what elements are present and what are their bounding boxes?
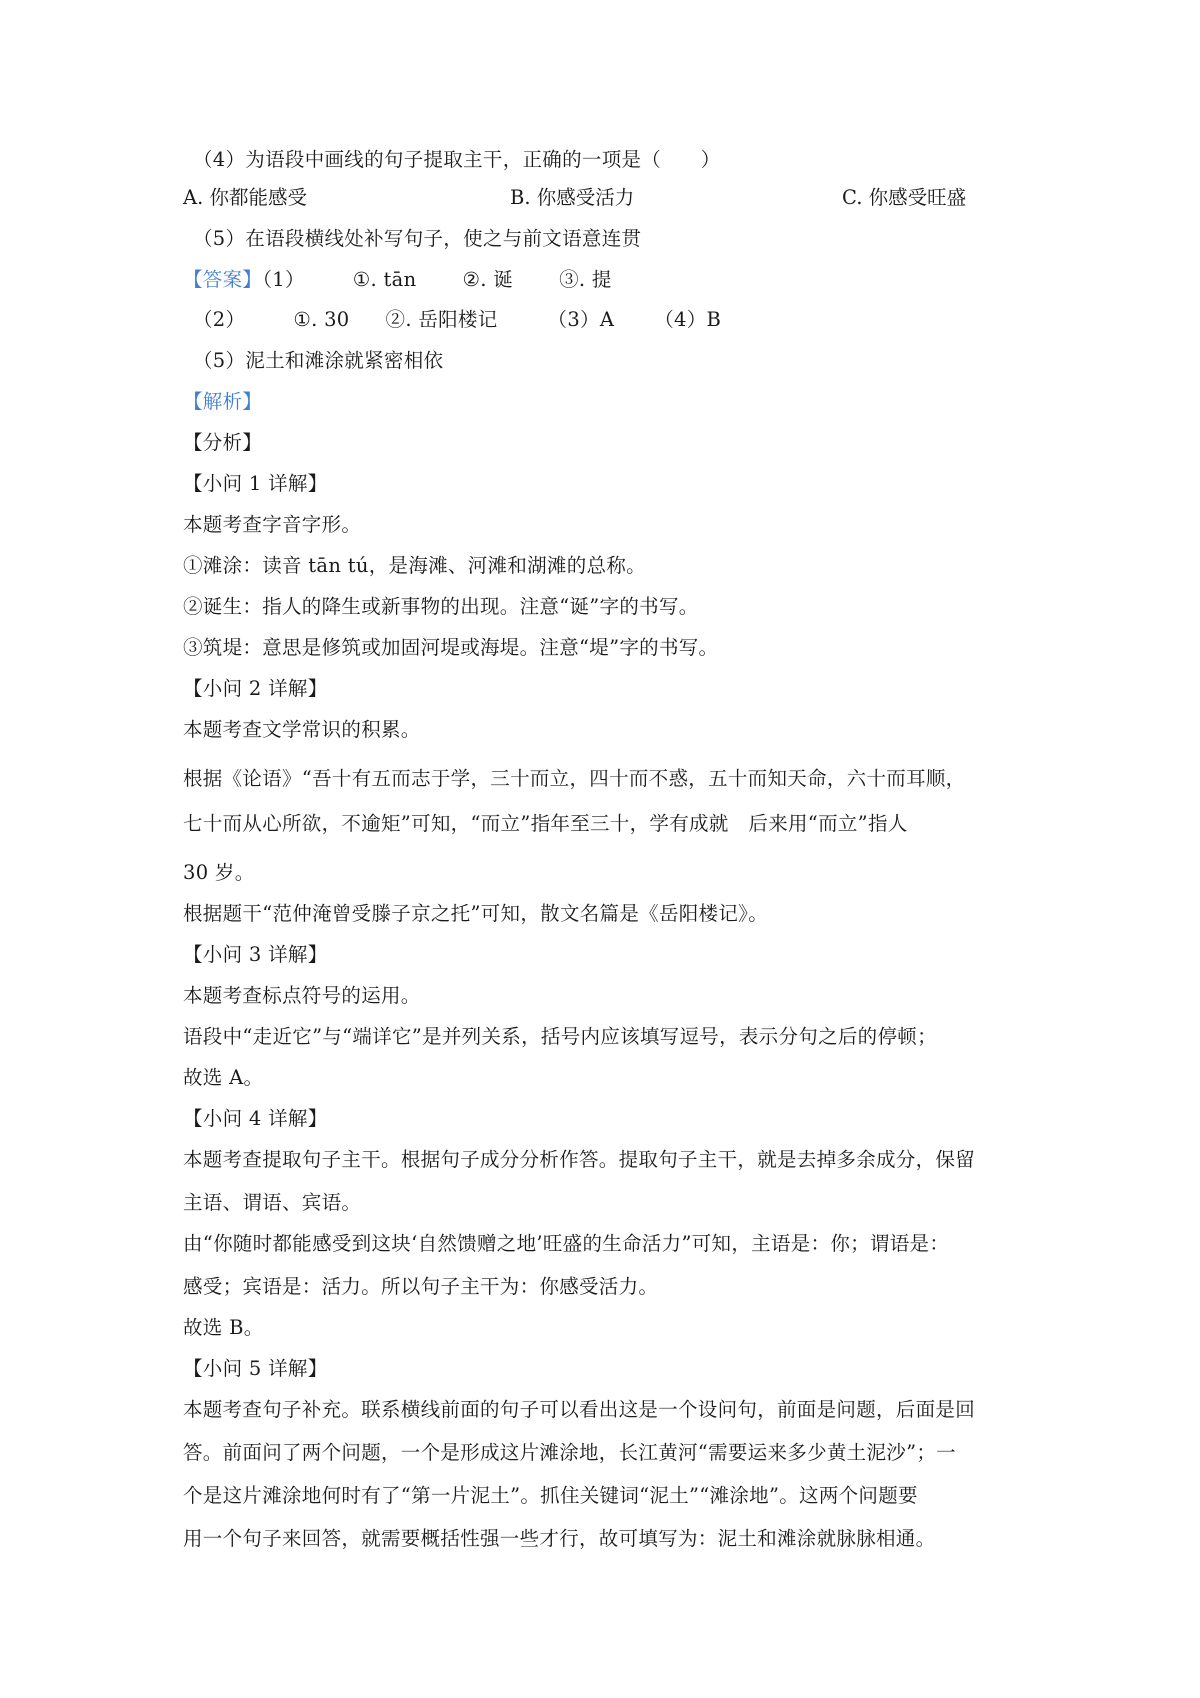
q4-option-c: C. 你感受旺盛 xyxy=(842,186,967,209)
answer-2-item-1: ①. 30 xyxy=(293,308,350,331)
answer-2-prefix: （2） xyxy=(193,308,246,331)
answer-1-item-3: ③. 提 xyxy=(559,268,612,291)
q4-stem: （4）为语段中画线的句子提取主干，正确的一项是（ ） xyxy=(193,148,721,171)
answer-1-item-2: ②. 诞 xyxy=(462,268,514,291)
answer-3: （3）A xyxy=(547,308,615,331)
s1-line: ②诞生：指人的降生或新事物的出现。注意“诞”字的书写。 xyxy=(183,595,699,618)
answer-label: 【答案】 xyxy=(183,268,263,291)
subquestion-4-title: 【小问 4 详解】 xyxy=(183,1107,328,1130)
s3-line: 语段中“走近它”与“端详它”是并列关系，括号内应该填写逗号，表示分句之后的停顿； xyxy=(183,1025,937,1048)
s2-line: 30 岁。 xyxy=(183,861,255,884)
s3-line: 故选 A。 xyxy=(183,1066,264,1089)
analysis-label: 【解析】 xyxy=(183,390,263,413)
s4-line: 故选 B。 xyxy=(183,1316,264,1339)
s1-line: ③筑堤：意思是修筑或加固河堤或海堤。注意“堤”字的书写。 xyxy=(183,636,719,659)
s3-line: 本题考查标点符号的运用。 xyxy=(183,984,421,1007)
q4-option-a: A. 你都能感受 xyxy=(183,186,307,209)
fenxi-label: 【分析】 xyxy=(183,431,263,454)
subquestion-2-title: 【小问 2 详解】 xyxy=(183,677,328,700)
answer-line-1 xyxy=(183,266,612,294)
q4-option-b: B. 你感受活力 xyxy=(510,186,635,209)
s4-line: 本题考查提取句子主干。根据句子成分分析作答。提取句子主干，就是去掉多余成分，保留 xyxy=(183,1148,976,1171)
s5-line: 个是这片滩涂地何时有了“第一片泥土”。抓住关键词“泥土”“滩涂地”。这两个问题要 xyxy=(183,1484,918,1507)
s2-line: 根据《论语》“吾十有五而志于学，三十而立，四十而不惑，五十而知天命，六十而耳顺， xyxy=(183,767,966,790)
s2-line: 本题考查文学常识的积累。 xyxy=(183,718,421,741)
subquestion-5-title: 【小问 5 详解】 xyxy=(183,1357,328,1380)
subquestion-3-title: 【小问 3 详解】 xyxy=(183,943,328,966)
q5-stem: （5）在语段横线处补写句子，使之与前文语意连贯 xyxy=(193,227,642,250)
subquestion-1-title: 【小问 1 详解】 xyxy=(183,472,328,495)
answer-1-prefix: （1） xyxy=(262,268,305,291)
s2-line: 根据题干“范仲淹曾受滕子京之托”可知，散文名篇是《岳阳楼记》。 xyxy=(183,902,768,925)
s5-line: 本题考查句子补充。联系横线前面的句子可以看出这是一个设问句，前面是问题，后面是回 xyxy=(183,1398,976,1421)
answer-5: （5）泥土和滩涂就紧密相依 xyxy=(193,349,444,372)
s1-line: ①滩涂：读音 tān tú，是海滩、河滩和湖滩的总称。 xyxy=(183,554,646,577)
answer-line-2 xyxy=(193,306,721,334)
s5-line: 用一个句子来回答，就需要概括性强一些才行，故可填写为：泥土和滩涂就脉脉相通。 xyxy=(183,1527,936,1550)
s2-line: 七十而从心所欲，不逾矩”可知，“而立”指年至三十，学有成就 后来用“而立”指人 xyxy=(183,812,908,835)
answer-2-item-2: ②. 岳阳楼记 xyxy=(385,308,498,331)
answer-1-item-1: ①. tān xyxy=(352,268,417,291)
s4-line: 感受；宾语是：活力。所以句子主干为：你感受活力。 xyxy=(183,1275,659,1298)
s4-line: 主语、谓语、宾语。 xyxy=(183,1191,362,1214)
s5-line: 答。前面问了两个问题，一个是形成这片滩涂地，长江黄河“需要运来多少黄土泥沙”；一 xyxy=(183,1441,956,1464)
s4-line: 由“你随时都能感受到这块‘自然馈赠之地’旺盛的生命活力”可知，主语是：你；谓语是： xyxy=(183,1232,950,1255)
s1-line: 本题考查字音字形。 xyxy=(183,513,362,536)
answer-4: （4）B xyxy=(654,308,722,331)
